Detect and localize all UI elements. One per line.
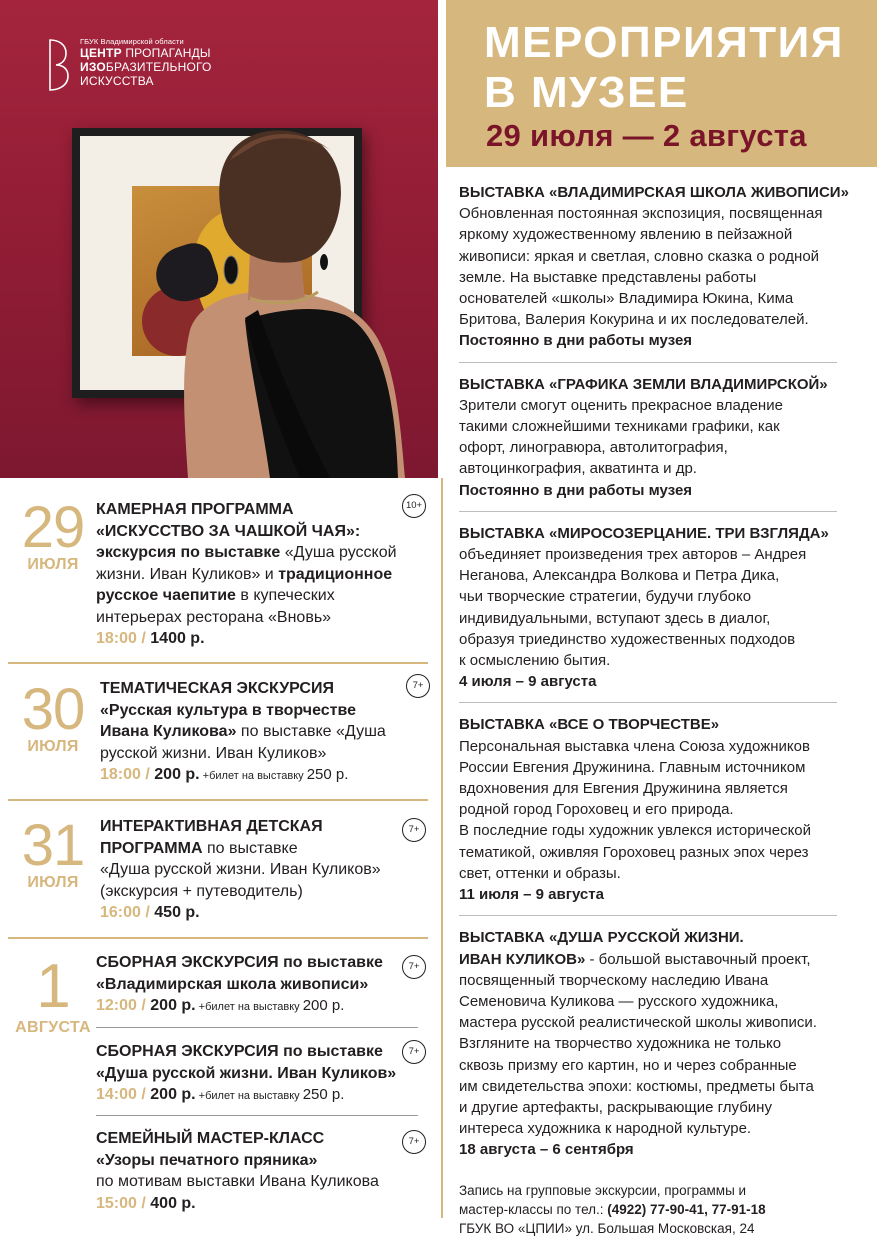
age-rating-badge: 7+ <box>402 1130 426 1154</box>
divider <box>8 937 428 939</box>
event-30-text: ТЕМАТИЧЕСКАЯ ЭКСКУРСИЯ «Русская культура в творчестве Ивана Куликова» по выставке «Душа русской жизни. Иван Куликов» 18:00 / 200 р. +билет на выставку 250 р. <box>100 680 386 783</box>
august-event-1-text: СБОРНАЯ ЭКСКУРСИЯ по выставке «Владимирская школа живописи» 12:00 / 200 р. +билет на выставку 200 р. <box>96 954 383 1014</box>
exhibition-2: ВЫСТАВКА «ГРАФИКА ЗЕМЛИ ВЛАДИМИРСКОЙ» Зрители смогут оценить прекрасное владение такими сложнейшими техниками графики, как офорт, линогравюра, автолитография, автоцинкография, акватинта и др. Постоянно в дни работы музея <box>459 375 828 499</box>
divider <box>459 362 837 363</box>
event-date-30: 30 ИЮЛЯ <box>21 677 85 755</box>
divider <box>8 799 428 801</box>
logo-org: ГБУК Владимирской области <box>80 37 184 46</box>
august-event-2-text: СБОРНАЯ ЭКСКУРСИЯ по выставке «Душа русской жизни. Иван Куликов» 14:00 / 200 р. +билет на выставку 250 р. <box>96 1043 397 1103</box>
museum-photo <box>0 0 438 478</box>
event-31-text: ИНТЕРАКТИВНАЯ ДЕТСКАЯ ПРОГРАММА по выставке «Душа русской жизни. Иван Куликов» (экскурсия + путеводитель) 16:00 / 450 р. <box>100 818 381 921</box>
exhibition-3: ВЫСТАВКА «МИРОСОЗЕРЦАНИЕ. ТРИ ВЗГЛЯДА» объединяет произведения трех авторов – Андрея Неганова, Александра Волкова и Петра Дика, чьи творческие стратегии, будучи глубоко индивидуальными, вступают здесь в диалог, образуя триединство художественных подходов к осмыслению бытия. 4 июля – 9 августа <box>459 524 829 691</box>
exhibitions-column <box>459 182 859 1238</box>
column-divider <box>441 478 443 1218</box>
divider <box>96 1027 418 1028</box>
divider <box>459 915 837 916</box>
age-rating-badge: 10+ <box>402 494 426 518</box>
event-date-29: 29 ИЮЛЯ <box>21 495 85 573</box>
phone-numbers: (4922) 77-90-41, 77-91-18 <box>607 1201 766 1217</box>
exhibition-1: ВЫСТАВКА «ВЛАДИМИРСКАЯ ШКОЛА ЖИВОПИСИ» Обновленная постоянная экспозиция, посвященная яркому художественному явлению в пейзажной живописи: яркая и светлая, словно сказка о родной земле. На выставке представлены работы основателей «школы» Владимира Юкина, Кима Бритова, Валерия Кокурина и их последователей. Постоянно в дни работы музея <box>459 184 849 350</box>
contact-info: Запись на групповые экскурсии, программы и мастер-классы по тел.: (4922) 77-90-41, 77-91-18 ГБУК ВО «ЦПИИ» ул. Большая Московская, 24 <box>459 1182 766 1236</box>
date-range: 29 июля — 2 августа <box>486 118 807 153</box>
exhibition-5: ВЫСТАВКА «ДУША РУССКОЙ ЖИЗНИ. ИВАН КУЛИКОВ» - большой выставочный проект, посвященный творческому наследию Ивана Семеновича Куликова — русского художника, мастера русской реалистической школы живописи. Взгляните на творчество художника не только сквозь призму его картин, но и через собранные им свидетельства эпохи: костюмы, предметы быта и другие артефакты, раскрывающие глубину интереса художника к народной культуре. 18 августа – 6 сентября <box>459 929 817 1159</box>
age-rating-badge: 7+ <box>402 955 426 979</box>
page-title: МЕРОПРИЯТИЯ В МУЗЕЕ <box>484 18 844 117</box>
august-event-3-text: СЕМЕЙНЫЙ МАСТЕР-КЛАСС «Узоры печатного пряника» по мотивам выставки Ивана Куликова 15:00 / 400 р. <box>96 1130 379 1212</box>
event-date-31: 31 ИЮЛЯ <box>21 813 85 891</box>
divider <box>8 662 428 664</box>
logo-mark-icon <box>48 38 70 92</box>
divider <box>96 1115 418 1116</box>
divider <box>459 511 837 512</box>
age-rating-badge: 7+ <box>406 674 430 698</box>
event-date-1-august: 1 АВГУСТА <box>15 952 91 1036</box>
age-rating-badge: 7+ <box>402 1040 426 1064</box>
museum-logo: ГБУК Владимирской области ЦЕНТР ПРОПАГАНДЫ ИЗОБРАЗИТЕЛЬНОГО ИСКУССТВА <box>48 38 212 92</box>
header-banner <box>446 0 877 167</box>
exhibition-4: ВЫСТАВКА «ВСЕ О ТВОРЧЕСТВЕ» Персональная выставка члена Союза художников России Евгения Дружинина. Главным источником вдохновения для Евгения Дружинина является родной город Гороховец и его природа. В последние годы художник увлекся исторической тематикой, оживляя Гороховец разных эпох через свет, оттенки и образы. 11 июля – 9 августа <box>459 716 812 904</box>
age-rating-badge: 7+ <box>402 818 426 842</box>
divider <box>459 702 837 703</box>
event-29-text: КАМЕРНАЯ ПРОГРАММА «ИСКУССТВО ЗА ЧАШКОЙ ЧАЯ»: экскурсия по выставке «Душа русской жизни. Иван Куликов» и традиционное русское чаепитие в купеческих интерьерах ресторана «Вновь» 18:00 / 1400 р. <box>96 501 397 647</box>
